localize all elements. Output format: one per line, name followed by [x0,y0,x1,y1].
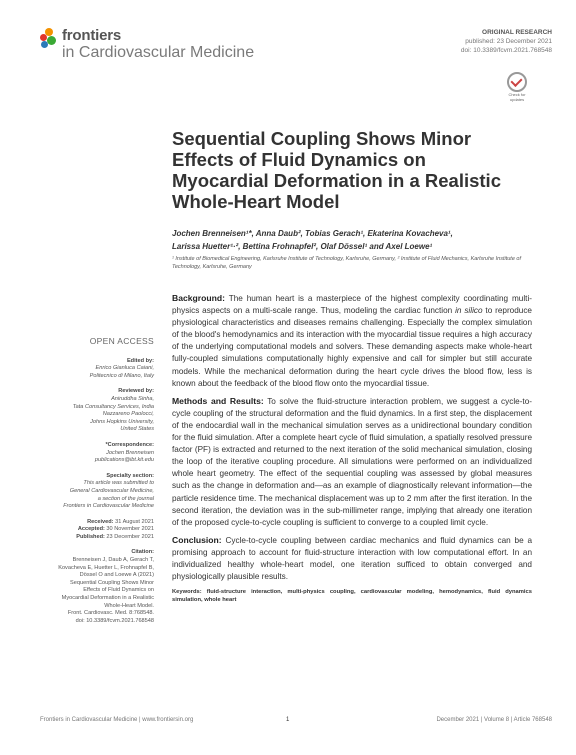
published-value: 23 December 2021 [106,533,154,540]
abstract-conclusion [172,534,532,583]
edited-by-label: Edited by: [126,357,154,364]
correspondence-name: Jochen Brenneisen [106,449,154,456]
citation-label: Citation: [131,549,154,556]
journal-name: in Cardiovascular Medicine [62,44,255,61]
open-access-label: OPEN ACCESS [89,336,154,346]
published-date: published: 23 December 2021 [465,38,552,45]
logo-dot-blue [41,41,48,48]
reviewer-1-affiliation: Tata Consultancy Services, India [72,403,154,410]
citation-line: Front. Cardiovasc. Med. 8:768548. [67,610,154,617]
conclusion-label: Conclusion: [172,534,222,545]
correspondence-label: *Correspondence: [105,441,154,448]
abstract-methods [172,395,532,529]
citation-line: Kovacheva E, Huetter L, Frohnapfel B, [58,564,154,571]
citation-line: Effects of Fluid Dynamics on [83,587,154,594]
correspondence-email[interactable]: publications@ibt.kit.edu [94,457,154,464]
authors-line-2: Larissa Huetter¹·², Bettina Frohnapfel², Olaf Dössel¹ and Axel Loewe¹ [172,242,433,251]
editor-affiliation: Politecnico di Milano, Italy [89,372,154,379]
page-number: 1 [286,717,290,723]
background-text-a: The human heart is a masterpiece of the highest complexity coordinating multi-physics aspects on a multi-scale range. Thus, modeling the cardiac function [172,294,532,316]
accepted-label: Accepted: [77,526,105,533]
author-list [172,227,512,253]
citation-line: Brenneisen J, Daub A, Gerach T, [72,557,154,564]
specialty-line-2: General Cardiovascular Medicine, [69,487,154,494]
check-label: Check for updates [508,92,526,102]
check-for-updates-badge[interactable] [506,72,528,100]
frontiers-logo-icon [40,28,60,48]
citation-line: Myocardial Deformation in a Realistic [61,595,154,602]
conclusion-text: Cycle-to-cycle coupling between cardiac mechanics and fluid dynamics can be a promising approach to account for fluid-structure interaction with low computational effort. In an individualized healthy whole-heart model, one iteration sufficed to obtain converged and physiologically plausible results. [172,535,532,582]
reviewed-by-label: Reviewed by: [118,388,154,395]
received-date [30,519,154,527]
logo-dot-orange [45,28,53,36]
received-label: Received: [87,518,114,525]
keywords-text: fluid-structure interaction, multi-physics coupling, cardiovascular modeling, hemodynamics, fluid dynamics simulation, whole heart [172,589,532,604]
background-italic: in silico [455,306,483,316]
specialty-section-label: Specialty section: [106,472,154,479]
abstract [172,292,532,604]
article-title: Sequential Coupling Shows Minor Effects of Fluid Dynamics on Myocardial Deformation in a Realistic Whole-Heart Model [172,128,501,212]
article-type: ORIGINAL RESEARCH [482,29,552,36]
reviewer-2-name: Nazzareno Paolocci, [102,411,154,418]
affiliations: ¹ Institute of Biomedical Engineering, Karlsruhe Institute of Technology, Karlsruhe, Germany, ² Institute of Fluid Mechanics, Karlsruhe Institute of Technology, Karlsruhe, Germany [172,256,522,270]
footer-issue-info: December 2021 | Volume 8 | Article 768548 [436,717,552,723]
keywords-label: Keywords: [172,589,202,596]
published-date-side [30,534,154,542]
brand-name: frontiers [62,27,122,44]
citation-line: Whole-Heart Model. [104,602,154,609]
page-footer [40,717,552,727]
sidebar [30,338,154,625]
citation-line: Dössel O and Loewe A (2021) [79,572,154,579]
citation-line: Sequential Coupling Shows Minor [70,579,154,586]
keywords [172,588,532,604]
accepted-date [30,526,154,534]
background-label: Background: [172,293,225,303]
specialty-line-3: a section of the journal [97,495,154,502]
abstract-background [172,292,532,390]
reviewer-2-affiliation-1: Johns Hopkins University, [90,418,154,425]
footer-journal-link[interactable]: Frontiers in Cardiovascular Medicine | www.frontiersin.org [40,717,194,723]
article-meta [461,28,552,55]
specialty-line-1: This article was submitted to [83,480,154,487]
authors-line-1: Jochen Brenneisen¹*, Anna Daub², Tobias Gerach¹, Ekaterina Kovacheva¹, [172,229,453,238]
logo-dot-green [47,36,56,45]
received-value: 31 August 2021 [115,518,154,525]
reviewer-1-name: Aniruddha Sinha, [111,395,154,402]
methods-text: To solve the fluid-structure interaction problem, we suggest a cycle-to-cycle coupling of the structural deformation and the fluid dynamics. In a first step, the displacement of the endocardial wall in the mechanical simulation serves as a unidirectional boundary condition for the fluid simulation. After a complete heart cycle of fluid simulation, a spatially resolved pressure factor (PF) is extracted and returned to the next iteration of the solid mechanical simulation, closing the loop of the iterative coupling procedure. All simulations were performed on an individualized whole heart geometry. The effect of the sequential coupling was assessed by global measures such as the change in deformation and—as an example of diagnostically relevant information—the particle residence time. The mechanical displacement was up to 2 mm after the first iteration. In the second iteration, the deviation was in the sub-millimeter range, implying that already one iteration of the proposed cycle-to-cycle coupling is sufficient to converge to a coupled limit cycle. [172,396,532,527]
reviewer-2-affiliation-2: United States [120,426,154,433]
specialty-line-4: Frontiers in Cardiovascular Medicine [63,503,154,510]
check-icon [507,72,527,92]
background-text-b: to reproduce physiological characteristics and diseases remains challenging. Especially the complex simulation of the blood's hemodynamics and its interaction with the myocardial tissue requires a high accuracy of the underlying computational models and solvers. These demanding aspects make whole-heart fully-coupled simulations computationally highly expensive and call for simpler but still accurate models. While the mechanical deformation during the heart cycle drives the blood flow, less is known about the feedback of the blood flow onto the myocardial tissue. [172,306,532,388]
editor-name: Enrico Gianluca Caiani, [95,365,154,372]
published-label: Published: [76,533,105,540]
citation-line: doi: 10.3389/fcvm.2021.768548 [75,617,154,624]
methods-label: Methods and Results: [172,395,264,406]
doi: doi: 10.3389/fcvm.2021.768548 [460,47,552,54]
accepted-value: 30 November 2021 [106,526,154,533]
